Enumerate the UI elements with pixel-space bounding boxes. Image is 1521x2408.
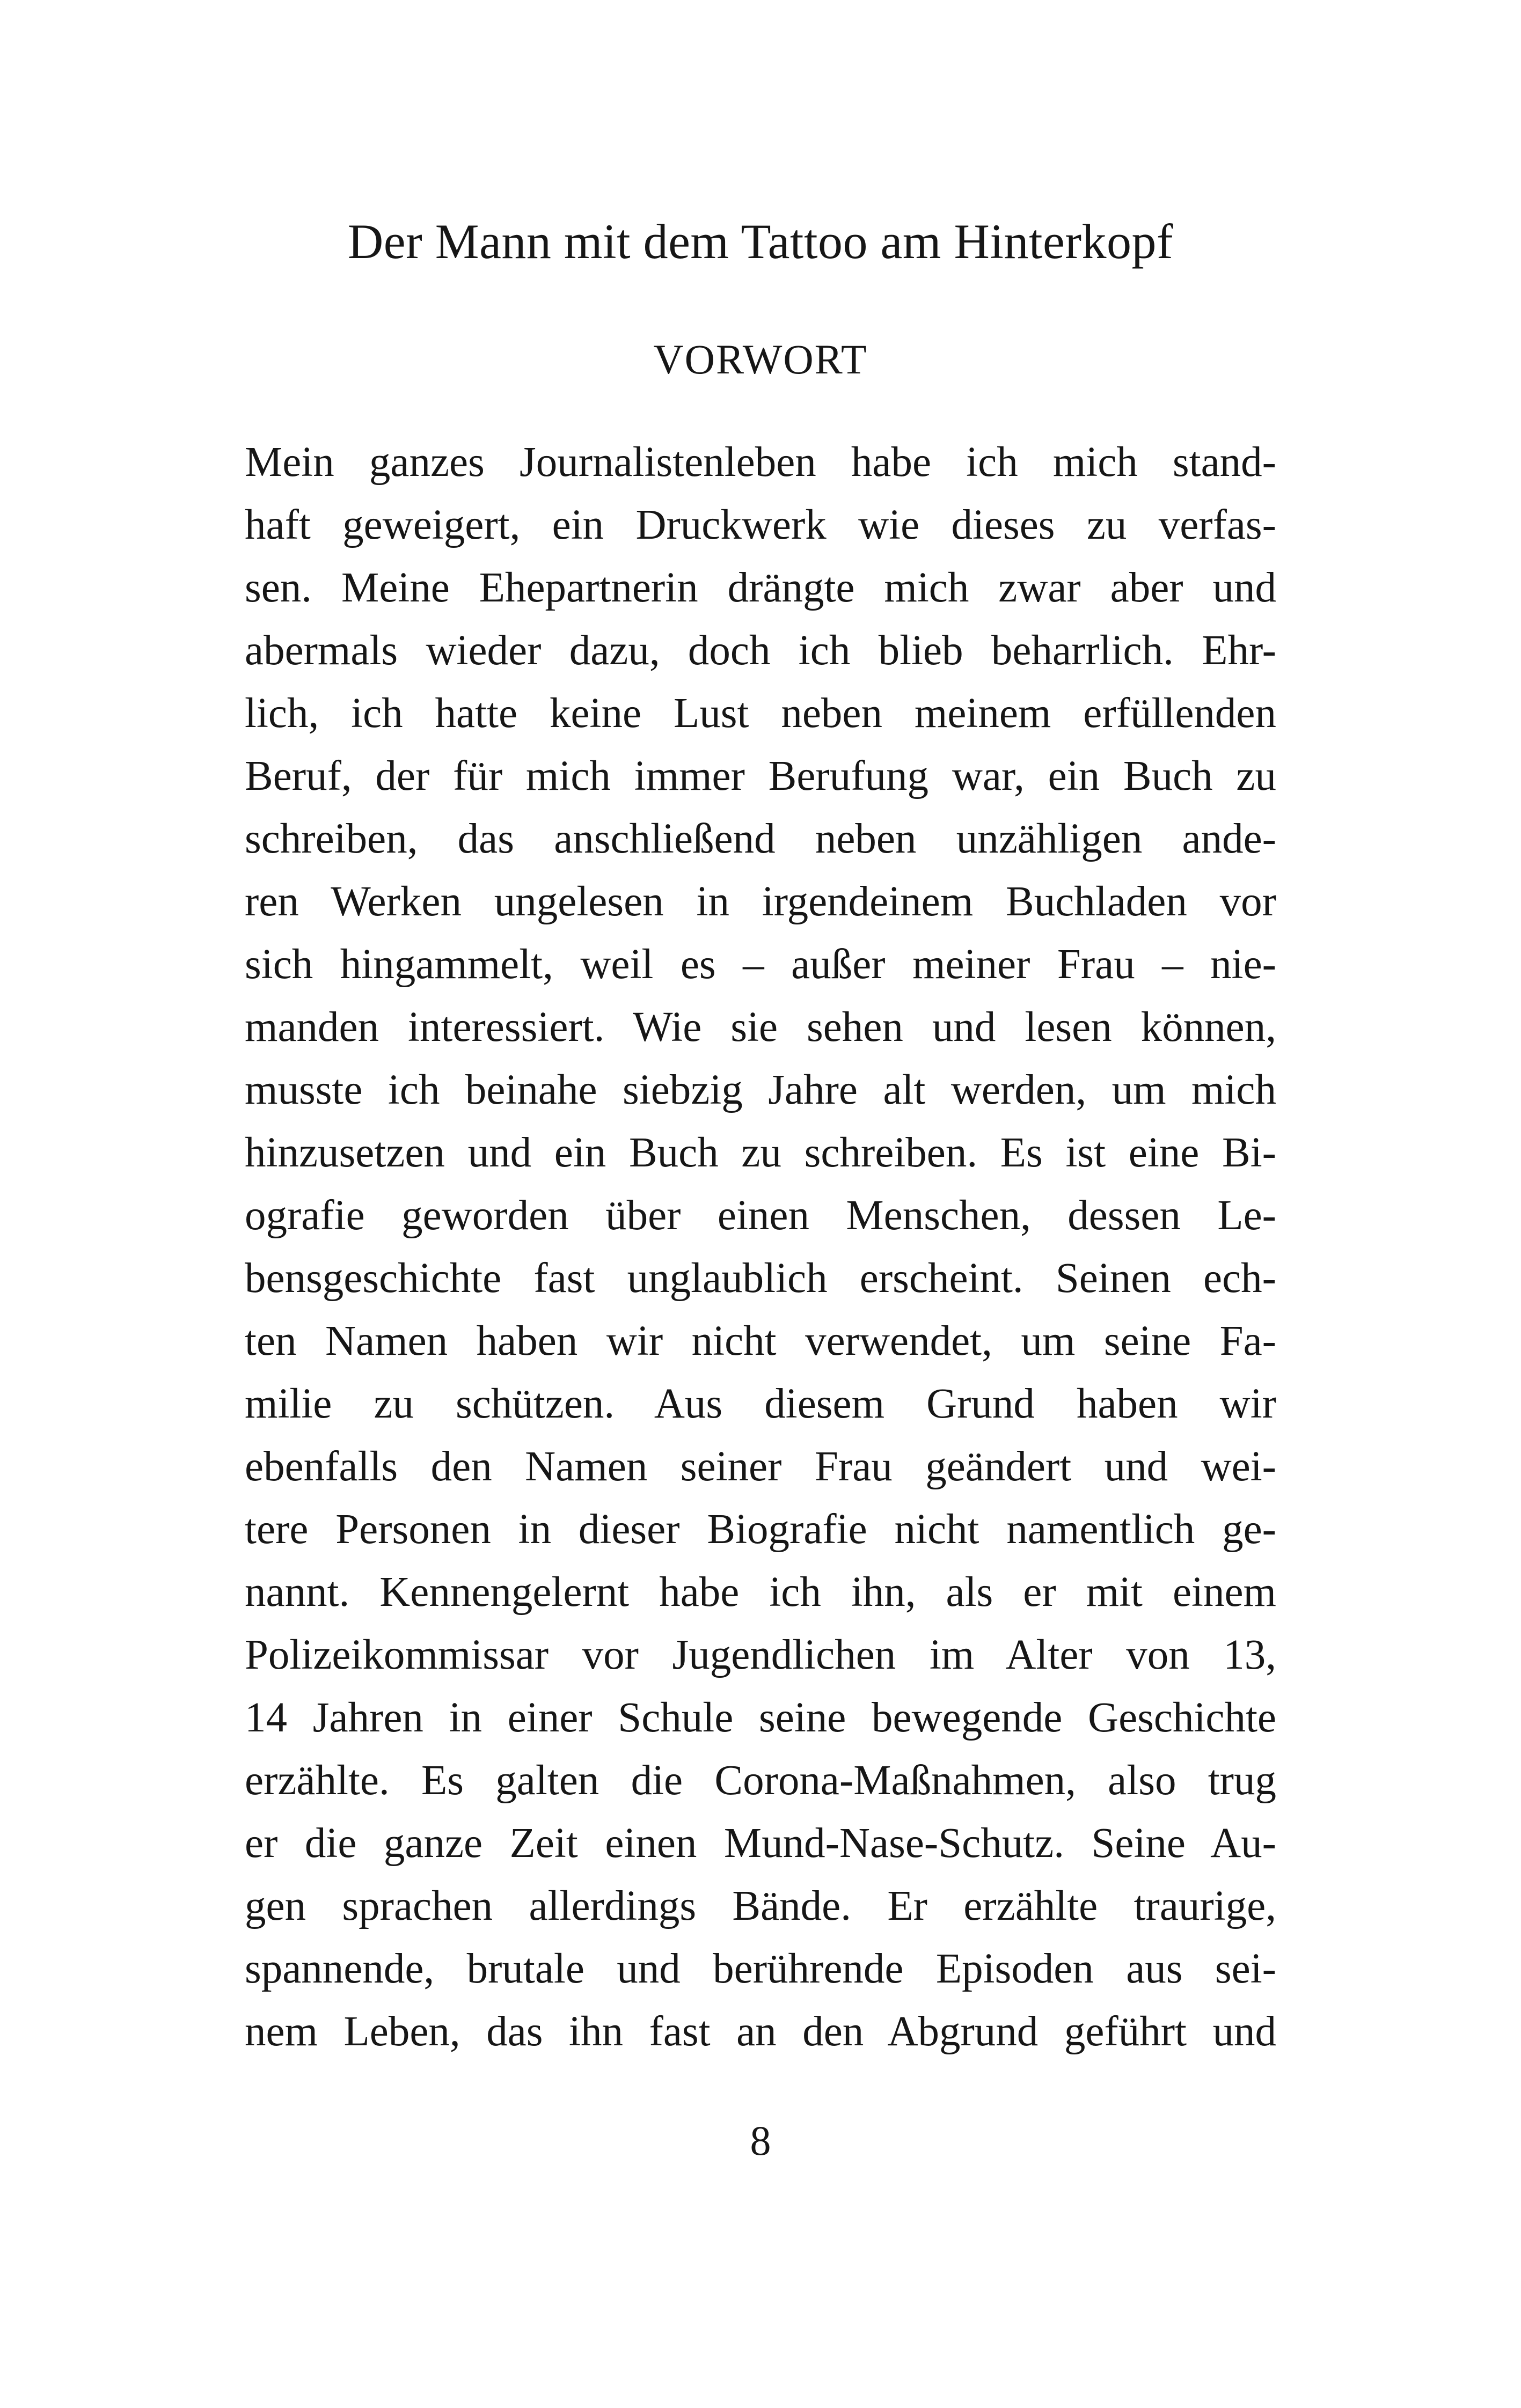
body-text-line: Beruf, der für mich immer Berufung war, ein Buch zu <box>245 752 1276 799</box>
body-text-line: haft geweigert, ein Druckwerk wie dieses zu verfas- <box>245 501 1276 548</box>
body-text-line: musste ich beinahe siebzig Jahre alt werden, um mich <box>245 1066 1276 1113</box>
body-text-line: 14 Jahren in einer Schule seine bewegende Geschichte <box>245 1694 1276 1741</box>
book-title: Der Mann mit dem Tattoo am Hinterkopf <box>347 214 1174 269</box>
body-text-line: er die ganze Zeit einen Mund-Nase-Schutz. Seine Au- <box>245 1819 1276 1867</box>
body-text-line: ren Werken ungelesen in irgendeinem Buchladen vor <box>245 878 1276 925</box>
body-text-line: tere Personen in dieser Biografie nicht namentlich ge- <box>245 1506 1276 1553</box>
body-paragraph <box>245 431 1276 2063</box>
body-text-line: sich hingammelt, weil es – außer meiner Frau – nie- <box>245 941 1276 988</box>
body-text-line: abermals wieder dazu, doch ich blieb beharrlich. Ehr- <box>245 627 1276 674</box>
body-text-line: Mein ganzes Journalistenleben habe ich mich stand- <box>245 438 1276 486</box>
body-text-line: erzählte. Es galten die Corona-Maßnahmen, also trug <box>245 1757 1276 1804</box>
body-text-line: ten Namen haben wir nicht verwendet, um seine Fa- <box>245 1317 1276 1364</box>
body-text-line: bensgeschichte fast unglaublich erscheint. Seinen ech- <box>245 1254 1276 1302</box>
body-text-line: manden interessiert. Wie sie sehen und lesen können, <box>245 1003 1276 1051</box>
body-text-line: nannt. Kennengelernt habe ich ihn, als er mit einem <box>245 1568 1276 1616</box>
body-text-line: ebenfalls den Namen seiner Frau geändert und wei- <box>245 1443 1276 1490</box>
body-text-line: schreiben, das anschließend neben unzähligen ande- <box>245 815 1276 862</box>
body-text-line: gen sprachen allerdings Bände. Er erzählte traurige, <box>245 1882 1276 1929</box>
body-text-line: ografie geworden über einen Menschen, dessen Le- <box>245 1192 1276 1239</box>
body-text-line: lich, ich hatte keine Lust neben meinem erfüllenden <box>245 689 1276 737</box>
section-heading: VORWORT <box>653 336 868 383</box>
body-text-line: spannende, brutale und berührende Episoden aus sei- <box>245 1945 1276 1992</box>
body-text-line: Polizeikommissar vor Jugendlichen im Alter von 13, <box>245 1631 1276 1678</box>
body-text-line: nem Leben, das ihn fast an den Abgrund geführt und <box>245 2008 1276 2055</box>
body-text-line: milie zu schützen. Aus diesem Grund haben wir <box>245 1380 1276 1427</box>
body-text-line: sen. Meine Ehepartnerin drängte mich zwar aber und <box>245 564 1276 611</box>
page-number: 8 <box>750 2117 771 2164</box>
body-text-line: hinzusetzen und ein Buch zu schreiben. Es ist eine Bi- <box>245 1129 1276 1176</box>
